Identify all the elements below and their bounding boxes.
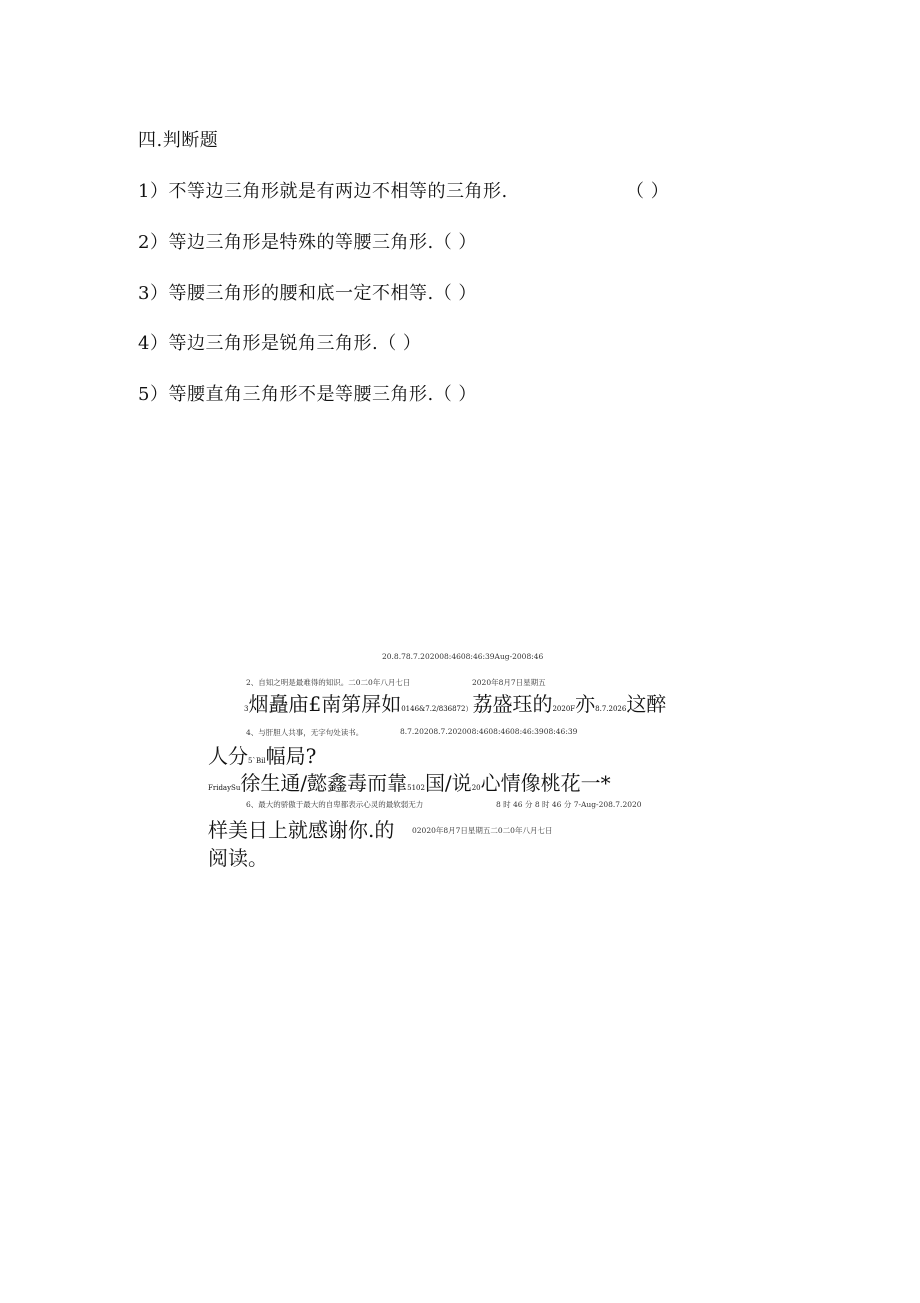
- footer-line-2-a: 烟矗庙£南第屏如: [248, 692, 402, 716]
- question-1-answer-paren: （ ）: [626, 181, 670, 202]
- footer-line-2-g: 这醉: [626, 692, 667, 716]
- footer-line-7: [208, 814, 394, 843]
- question-4-text: 4）等边三角形是锐角三角形.: [138, 333, 379, 354]
- footer-line-0: 20.8.78.7.202008:4608:46:39Aug-2008:46: [382, 652, 544, 661]
- question-2-text: 2）等边三角形是特殊的等腰三角形.: [138, 232, 434, 253]
- footer-line-5-b: 徐生通/懿鑫毒而靠: [240, 771, 408, 795]
- question-4-answer-paren: （ ）: [378, 333, 422, 354]
- footer-line-4-b: 5`Bil: [248, 757, 266, 765]
- footer-line-4-c: 幅局?: [265, 744, 317, 768]
- footer-line-7-a: 样美日上就感谢你.的: [208, 818, 395, 842]
- footer-line-2-e: 亦: [575, 692, 596, 716]
- footer-line-5-d: 国/说: [424, 771, 472, 795]
- footer-line-6a: 6、最大的骄傲于最大的自卑都表示心灵的最软弱无力: [246, 800, 424, 809]
- footer-line-1a: 2、自知之明是最难得的知识。二0二0年八月七日: [246, 678, 411, 687]
- footer-line-8: 阅读。: [208, 846, 268, 870]
- footer-line-2-d: 2020F: [552, 705, 576, 713]
- footer-line-5-a: FridaySu: [208, 784, 241, 792]
- footer-line-5-e: 20: [471, 784, 481, 792]
- question-3: [138, 279, 477, 305]
- question-5: [138, 380, 477, 406]
- question-2: [138, 228, 477, 254]
- footer-line-2-b: 0146&7.2/836872）: [401, 705, 473, 713]
- footer-line-1b: 2020年8月7日星期五: [472, 678, 546, 687]
- footer-line-7b: 02020年8月7日星期五二0二0年八月七日: [412, 826, 553, 835]
- footer-line-2-c: 荔盛珏的: [472, 692, 553, 716]
- footer-line-4-a: 人分: [208, 744, 248, 768]
- footer-line-3a: 4、与肝胆人共事，无字句处读书。: [246, 728, 364, 737]
- question-3-text: 3）等腰三角形的腰和底一定不相等.: [138, 283, 434, 304]
- question-3-answer-paren: （ ）: [433, 283, 477, 304]
- footer-line-5-c: 5102: [407, 784, 425, 792]
- section-title: 四.判断题: [138, 130, 219, 151]
- question-1-text: 1）不等边三角形就是有两边不相等的三角形.: [138, 181, 508, 202]
- question-5-answer-paren: （ ）: [433, 384, 477, 405]
- footer-line-2-f: 8.7.2026: [595, 705, 627, 713]
- footer-line-6b: 8 时 46 分 8 时 46 分 7-Aug-208.7.2020: [496, 800, 642, 809]
- question-1: [138, 177, 508, 203]
- question-4: [138, 329, 421, 355]
- footer-line-3b: 8.7.20208.7.202008:4608:4608:46:3908:46:39: [400, 727, 578, 736]
- question-2-answer-paren: （ ）: [433, 232, 477, 253]
- footer-line-4: [208, 740, 316, 769]
- footer-line-5-f: 心情像桃花一*: [480, 771, 611, 795]
- footer-line-2: [244, 688, 666, 717]
- footer-line-5: [208, 767, 611, 796]
- footer-line-2-pre: 3: [244, 705, 249, 713]
- question-5-text: 5）等腰直角三角形不是等腰三角形.: [138, 384, 434, 405]
